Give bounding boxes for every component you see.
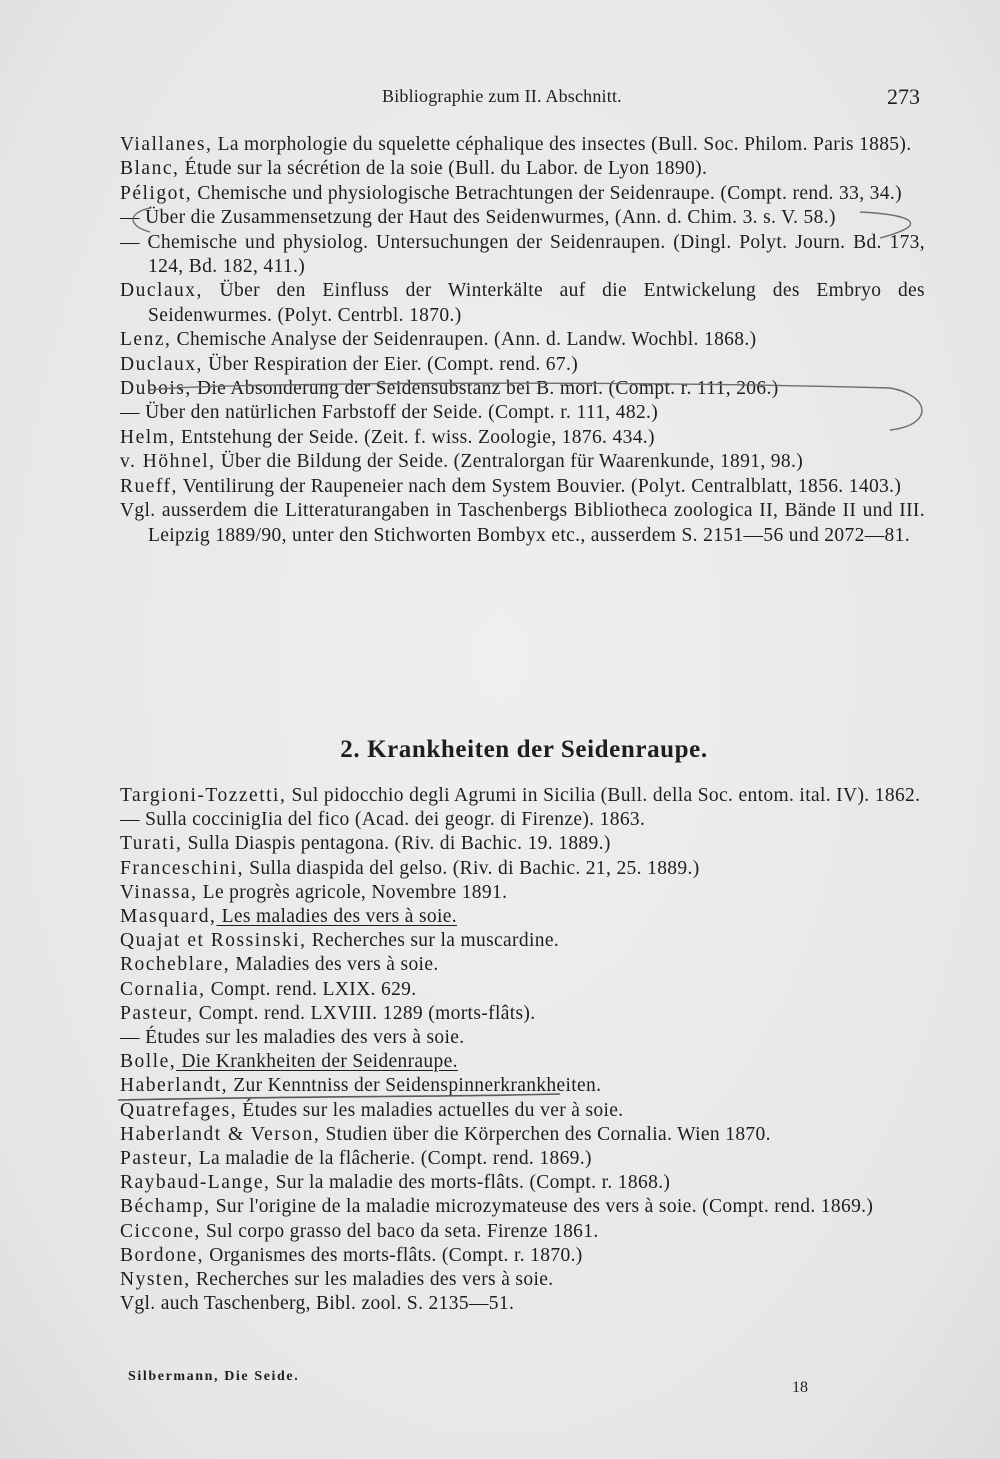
bibliography-entry [120,279,925,328]
entry-text: La maladie de la flâcherie. (Compt. rend. 1869.) [193,1148,592,1170]
entry-text: Sulla Diaspis pentagona. (Riv. di Bachic. 19. 1889.) [182,833,611,855]
entry-text: Chemische und physiologische Betrachtungen der Seidenraupe. (Compt. rend. 33, 34.) [192,182,902,204]
entry-text: Étude sur la sécrétion de la soie (Bull. du Labor. de Lyon 1890). [179,158,708,180]
entry-text: Sul corpo grasso del baco da seta. Firenze 1861. [200,1220,599,1242]
entry-author: Lenz, [120,329,172,351]
entry-author: Turati, [120,833,183,855]
entry-author: Haberlandt, [120,1075,229,1097]
entry-text: Les maladies des vers à soie. [216,906,457,928]
entry-author: Haberlandt & Verson, [120,1123,321,1145]
entry-author: Quajat et Rossinski, [120,930,307,952]
bibliography-entry [120,1171,925,1195]
bibliography-list-section-2 [120,784,925,1316]
bibliography-entry [120,1195,925,1219]
bibliography-entry [120,1026,925,1050]
page-footer [128,1369,808,1409]
entry-author: Viallanes, [120,134,213,155]
entry-text: Entstehung der Seide. (Zeit. f. wiss. Zoologie, 1876. 434.) [175,426,655,448]
bibliography-entry [120,206,925,230]
entry-text: Le progrès agricole, Novembre 1891. [197,881,508,903]
bibliography-entry [120,475,925,499]
bibliography-entry [120,953,925,977]
entry-author: Dubois, [120,378,192,400]
entry-text: Über Respiration der Eier. (Compt. rend. 67.) [202,353,579,375]
bibliography-entry [120,450,925,474]
bibliography-entry [120,1244,925,1268]
entry-text: Compt. rend. LXIX. 629. [205,978,417,1000]
bibliography-entry [120,426,925,450]
entry-author: Masquard, [120,906,217,928]
entry-author: Helm, [120,426,176,448]
bibliography-entry [120,353,925,377]
bibliography-entry [120,784,925,808]
bibliography-entry [120,182,925,206]
bibliography-entry [120,157,925,181]
entry-text: La morphologie du squelette céphalique des insectes (Bull. Soc. Philom. Paris 1885). [212,134,912,155]
entry-author: Péligot, [120,182,193,204]
bibliography-entry [120,231,925,280]
bibliography-entry [120,1050,925,1074]
bibliography-entry [120,1099,925,1123]
bibliography-entry [120,1220,925,1244]
bibliography-entry [120,905,925,929]
entry-author: Targioni-Tozzetti, [120,785,287,806]
bibliography-entry [120,978,925,1002]
entry-text: — Über die Zusammensetzung der Haut des Seidenwurmes, (Ann. d. Chim. 3. s. V. 58.) [120,207,836,229]
bibliography-entry [120,499,925,548]
entry-text: Die Absonderung der Seidensubstanz bei B. mori. (Compt. r. 111, 206.) [191,378,779,400]
entry-text: Studien über die Körperchen des Cornalia. Wien 1870. [320,1123,771,1145]
entry-text: Recherches sur les maladies des vers à soie. [190,1269,554,1291]
entry-author: Rueff, [120,475,178,497]
entry-text: Zur Kenntniss der Seidenspinnerkrankheiten. [228,1075,602,1097]
entry-text: Compt. rend. LXVIII. 1289 (morts-flâts). [193,1002,536,1024]
bibliography-entry [120,401,925,425]
running-head: Bibliographie zum II. Abschnitt. [382,86,622,106]
entry-author: v. Höhnel, [120,451,216,473]
entry-author: Franceschini, [120,857,245,879]
bibliography-list-section-1 [120,133,925,548]
bibliography-entry [120,377,925,401]
entry-author: Pasteur, [120,1002,194,1024]
entry-author: Pasteur, [120,1148,194,1170]
entry-text: Chemische Analyse der Seidenraupen. (Ann. d. Landw. Wochbl. 1868.) [171,329,757,351]
bibliography-entry [120,832,925,856]
bibliography-entry [120,1002,925,1026]
entry-author: Bordone, [120,1244,205,1266]
bibliography-entry [120,808,925,832]
entry-text: Maladies des vers à soie. [230,954,439,976]
entry-author: Duclaux, [120,280,203,302]
bibliography-entry [120,881,925,905]
section-heading-text: 2. Krankheiten der Seidenraupe. [340,736,708,763]
entry-author: Blanc, [120,158,180,180]
entry-text: Ventilirung der Raupeneier nach dem System Bouvier. (Polyt. Centralblatt, 1856. 1403.) [177,475,902,497]
entry-text: Recherches sur la muscardine. [306,930,560,952]
entry-author: Cornalia, [120,978,206,1000]
section-heading [0,736,1000,764]
bibliography-entry [120,857,925,881]
page-header [120,84,920,114]
entry-text: Vgl. ausserdem die Litteraturangaben in Taschenbergs Bibliotheca zoologica II, Bände II und III. Leipzig 1889/90, unter den Stichworten Bombyx etc., ausserdem S. 2151—56 und 2072—81. [120,500,925,546]
entry-text: Die Krankheiten der Seidenraupe. [176,1051,458,1073]
bibliography-entry [120,1147,925,1171]
bibliography-entry [120,1292,925,1316]
entry-author: Ciccone, [120,1220,201,1242]
entry-text: Sur l'origine de la maladie microzymateuse des vers à soie. (Compt. rend. 1869.) [210,1196,874,1218]
entry-text: Über den Einfluss der Winterkälte auf die Entwickelung des Embryo des Seidenwurmes. (Polyt. Centrbl. 1870.) [148,280,925,326]
entry-text: Über die Bildung der Seide. (Zentralorgan für Waarenkunde, 1891, 98.) [215,451,804,473]
entry-text: — Chemische und physiolog. Untersuchungen der Seidenraupen. (Dingl. Polyt. Journ. Bd. 173, 124, Bd. 182, 411.) [120,231,925,278]
printer-signature: Silbermann, Die Seide. [128,1369,300,1384]
bibliography-entry [120,328,925,352]
bibliography-entry [120,1268,925,1292]
entry-text: — Études sur les maladies des vers à soie. [120,1027,465,1049]
bibliography-entry [120,1123,925,1147]
entry-text: — Über den natürlichen Farbstoff der Seide. (Compt. r. 111, 482.) [120,402,659,424]
bibliography-entry [120,133,925,157]
entry-text: Études sur les maladies actuelles du ver à soie. [237,1099,624,1121]
entry-author: Duclaux, [120,353,203,375]
bibliography-entry [120,929,925,953]
signature-number: 18 [792,1379,808,1396]
entry-author: Bolle, [120,1051,177,1073]
page-number: 273 [887,84,920,109]
bibliography-entry [120,1074,925,1098]
entry-text: Sur la maladie des morts-flâts. (Compt. r. 1868.) [270,1172,671,1194]
entry-author: Quatrefages, [120,1099,238,1121]
entry-text: Vgl. auch Taschenberg, Bibl. zool. S. 2135—51. [120,1293,515,1315]
entry-text: Organismes des morts-flâts. (Compt. r. 1870.) [204,1244,583,1266]
entry-author: Béchamp, [120,1196,211,1218]
entry-author: Nysten, [120,1269,191,1291]
entry-author: Rocheblare, [120,954,231,976]
entry-text: Sulla diaspida del gelso. (Riv. di Bachic. 21, 25. 1889.) [244,857,700,879]
entry-author: Raybaud-Lange, [120,1172,271,1194]
entry-text: Sul pidocchio degli Agrumi in Sicilia (Bull. della Soc. entom. ital. IV). 1862. [286,785,921,806]
entry-author: Vinassa, [120,881,198,903]
entry-text: — Sulla coccinigIia del fico (Acad. dei geogr. di Firenze). 1863. [120,809,646,831]
